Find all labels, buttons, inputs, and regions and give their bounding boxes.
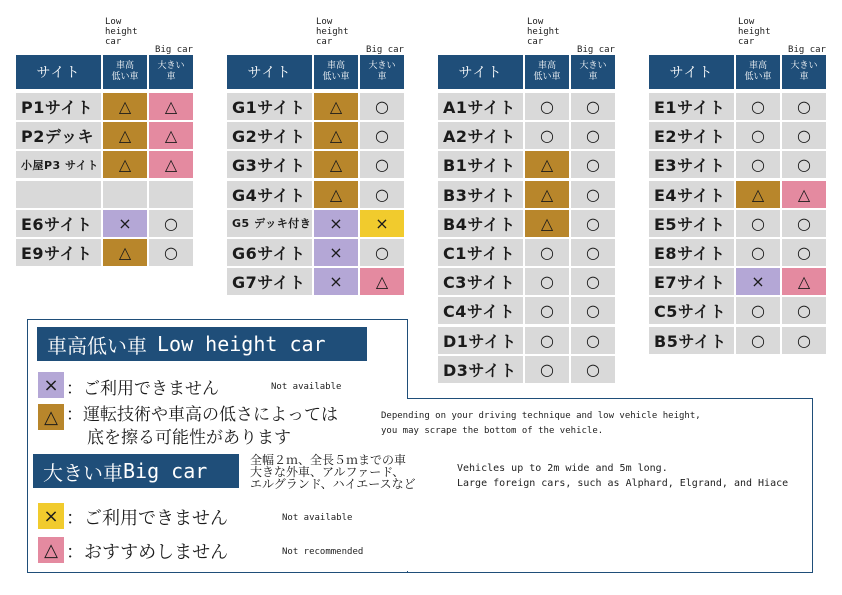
low-car-status: ○ (736, 93, 780, 120)
table-row (649, 122, 826, 149)
header-big-car (571, 55, 615, 89)
low-height-car-label-line: car (105, 37, 122, 47)
table-header-row (649, 55, 826, 89)
low-car-status: △ (525, 210, 569, 237)
low-car-status: △ (103, 239, 147, 266)
big-car-status: ○ (571, 122, 615, 149)
table-row (227, 93, 404, 120)
legend-low-tri-en1: Depending on your driving technique and low vehicle height, (381, 411, 701, 421)
table-row (649, 327, 826, 354)
table-row (438, 268, 615, 295)
table-header-row (227, 55, 404, 89)
site-name (16, 181, 101, 208)
table-row (227, 239, 404, 266)
site-name: B5サイト (649, 327, 734, 354)
big-car-status: ○ (782, 122, 826, 149)
site-name: P1サイト (16, 93, 101, 120)
header-low-car (314, 55, 358, 89)
big-car-desc-jp-1: 全幅２ｍ、全長５ｍまでの車 (250, 453, 407, 467)
site-name: G7サイト (227, 268, 312, 295)
big-car-status: ○ (149, 239, 193, 266)
site-name: C5サイト (649, 297, 734, 324)
site-name: G4サイト (227, 181, 312, 208)
low-car-status: ○ (736, 239, 780, 266)
low-height-car-label-line: height (316, 27, 349, 37)
site-name: E9サイト (16, 239, 101, 266)
legend-big-x-swatch: × (38, 503, 64, 529)
big-car-status: ○ (360, 93, 404, 120)
low-car-title-jp: 車高低い車 (47, 333, 147, 358)
site-name: 小屋P3 サイト (16, 151, 101, 178)
legend-big-x-text: ：ご利用できません (66, 508, 228, 529)
table-row (438, 297, 615, 324)
site-name: D1サイト (438, 327, 523, 354)
header-low-car-line: 車高 (537, 61, 556, 71)
low-height-car-label (527, 17, 573, 47)
big-car-status: △ (782, 268, 826, 295)
low-car-status: ○ (736, 210, 780, 237)
table-row (649, 239, 826, 266)
site-name: D3サイト (438, 356, 523, 383)
column-header-en (227, 17, 404, 55)
table-row (227, 268, 404, 295)
table-row (649, 297, 826, 324)
big-car-status: △ (360, 268, 404, 295)
header-site: サイト (16, 55, 101, 89)
big-car-status: ○ (149, 210, 193, 237)
header-site: サイト (649, 55, 734, 89)
header-big-car-line: 車 (377, 72, 387, 82)
low-car-status: △ (736, 181, 780, 208)
table-row (438, 239, 615, 266)
table-row (649, 268, 826, 295)
table-header-row (16, 55, 193, 89)
big-car-label: Big car (155, 45, 193, 55)
table-row (438, 122, 615, 149)
big-car-status: △ (782, 181, 826, 208)
big-car-status: ○ (571, 356, 615, 383)
header-low-car-line: 低い車 (533, 72, 561, 82)
header-site: サイト (438, 55, 523, 89)
big-car-status: ○ (360, 122, 404, 149)
low-height-car-label (316, 17, 362, 47)
low-height-car-label-line: Low (527, 17, 544, 27)
big-car-status: △ (149, 151, 193, 178)
site-name: E2サイト (649, 122, 734, 149)
legend-low-x-en: Not available (271, 382, 342, 392)
site-name: E1サイト (649, 93, 734, 120)
low-car-title-en: Low height car (157, 332, 326, 356)
big-car-status: ○ (571, 181, 615, 208)
low-car-status: ○ (525, 268, 569, 295)
low-car-status: △ (103, 151, 147, 178)
header-low-car-line: 車高 (115, 61, 134, 71)
header-big-car (149, 55, 193, 89)
low-height-car-label-line: Low (738, 17, 755, 27)
big-car-status: ○ (782, 93, 826, 120)
low-car-status: ○ (525, 327, 569, 354)
table-row (438, 151, 615, 178)
low-car-status: × (314, 239, 358, 266)
site-name: B4サイト (438, 210, 523, 237)
low-car-status: ○ (525, 93, 569, 120)
big-car-status: × (360, 210, 404, 237)
low-height-car-label-line: Low (105, 17, 122, 27)
low-car-status: △ (525, 151, 569, 178)
big-car-status: ○ (571, 210, 615, 237)
low-height-car-label (738, 17, 784, 47)
site-name: E7サイト (649, 268, 734, 295)
column-header-en (438, 17, 615, 55)
column-header-en (16, 17, 193, 55)
big-car-status: ○ (782, 297, 826, 324)
big-car-status: ○ (360, 181, 404, 208)
column-header-en (649, 17, 826, 55)
big-car-desc-en-1: Vehicles up to 2m wide and 5m long. (457, 463, 668, 474)
low-car-status: × (736, 268, 780, 295)
big-car-title-en: Big car (123, 459, 208, 483)
header-low-car-line: 低い車 (744, 72, 772, 82)
low-car-status: × (103, 210, 147, 237)
site-name: C1サイト (438, 239, 523, 266)
low-car-status: × (314, 268, 358, 295)
table-row (438, 93, 615, 120)
low-car-status: ○ (525, 356, 569, 383)
low-height-car-label-line: car (316, 37, 333, 47)
big-car-label: Big car (366, 45, 404, 55)
table-row (649, 93, 826, 120)
header-big-car-line: 車 (588, 72, 598, 82)
low-car-status: △ (314, 122, 358, 149)
header-low-car (525, 55, 569, 89)
header-low-car (103, 55, 147, 89)
big-car-label: Big car (788, 45, 826, 55)
low-height-car-label-line: Low (316, 17, 333, 27)
table-row (227, 210, 404, 237)
low-car-status: ○ (736, 327, 780, 354)
header-low-car-line: 車高 (748, 61, 767, 71)
header-low-car-line: 低い車 (111, 72, 139, 82)
big-car-status: ○ (571, 239, 615, 266)
table-row (649, 210, 826, 237)
big-car-status: ○ (571, 93, 615, 120)
header-low-car-line: 低い車 (322, 72, 350, 82)
low-car-status: △ (314, 181, 358, 208)
site-name: G1サイト (227, 93, 312, 120)
big-car-status (149, 181, 193, 208)
table-row (438, 210, 615, 237)
table-row (16, 210, 193, 237)
big-car-status: ○ (571, 151, 615, 178)
big-car-desc-jp-2: 大きな外車、アルファード、 (250, 465, 405, 479)
header-big-car (360, 55, 404, 89)
table-row (16, 181, 193, 208)
site-name: A2サイト (438, 122, 523, 149)
big-car-status: ○ (782, 327, 826, 354)
low-car-status: △ (525, 181, 569, 208)
site-name: E3サイト (649, 151, 734, 178)
big-car-label: Big car (577, 45, 615, 55)
site-name: C4サイト (438, 297, 523, 324)
big-car-desc-en-2: Large foreign cars, such as Alphard, Elgrand, and Hiace (457, 478, 789, 489)
low-car-status: △ (314, 93, 358, 120)
table-row (438, 356, 615, 383)
table-row (227, 151, 404, 178)
site-name: G3サイト (227, 151, 312, 178)
site-name: G5 デッキ付き (227, 210, 312, 237)
table-row (16, 151, 193, 178)
site-name: B3サイト (438, 181, 523, 208)
table-row (16, 239, 193, 266)
legend-low-tri-en2: you may scrape the bottom of the vehicle. (381, 426, 604, 436)
header-low-car-line: 車高 (326, 61, 345, 71)
big-car-status: ○ (360, 151, 404, 178)
table-row (16, 122, 193, 149)
table-row (438, 327, 615, 354)
table-row (227, 122, 404, 149)
low-car-status: ○ (525, 122, 569, 149)
header-low-car (736, 55, 780, 89)
big-car-title-jp: 大きい車 (43, 460, 123, 485)
big-car-desc-jp-3: エルグランド、ハイエースなど (250, 477, 416, 491)
low-car-status (103, 181, 147, 208)
low-height-car-label-line: height (527, 27, 560, 37)
low-car-status: ○ (525, 297, 569, 324)
site-name: E8サイト (649, 239, 734, 266)
low-car-status: △ (103, 93, 147, 120)
big-car-status: ○ (782, 210, 826, 237)
big-car-status: ○ (360, 239, 404, 266)
low-height-car-label-line: height (738, 27, 771, 37)
header-big-car-line: 大きい (579, 61, 607, 71)
site-name: G6サイト (227, 239, 312, 266)
big-car-status: ○ (782, 239, 826, 266)
low-car-title (37, 327, 367, 361)
header-big-car (782, 55, 826, 89)
low-car-status: ○ (736, 151, 780, 178)
table-row (649, 151, 826, 178)
table-row (227, 181, 404, 208)
site-name: E4サイト (649, 181, 734, 208)
legend-big-x-en: Not available (282, 513, 353, 523)
big-car-status: ○ (782, 151, 826, 178)
low-height-car-label-line: height (105, 27, 138, 37)
table-row (649, 181, 826, 208)
big-car-title (33, 454, 239, 488)
legend-low-x-swatch: × (38, 372, 64, 398)
site-name: A1サイト (438, 93, 523, 120)
big-car-status: ○ (571, 268, 615, 295)
table-row (16, 93, 193, 120)
legend-low-x-text: ：ご利用できません (66, 379, 219, 399)
legend-big-tri-text: ：おすすめしません (66, 542, 229, 563)
table-row (438, 181, 615, 208)
site-name: G2サイト (227, 122, 312, 149)
big-car-status: △ (149, 122, 193, 149)
low-car-status: △ (314, 151, 358, 178)
low-car-status: △ (103, 122, 147, 149)
site-name: E5サイト (649, 210, 734, 237)
legend-low-tri-text2: 底を擦る可能性があります (87, 428, 291, 448)
legend-big-tri-swatch: △ (38, 537, 64, 563)
header-big-car-line: 大きい (157, 61, 185, 71)
legend-low-tri-text1: ：運転技術や車高の低さによっては (66, 405, 338, 425)
header-site: サイト (227, 55, 312, 89)
header-big-car-line: 大きい (368, 61, 396, 71)
legend-low-tri-swatch: △ (38, 404, 64, 430)
site-name: E6サイト (16, 210, 101, 237)
low-car-status: × (314, 210, 358, 237)
low-height-car-label-line: car (738, 37, 755, 47)
table-header-row (438, 55, 615, 89)
big-car-status: ○ (571, 327, 615, 354)
site-name: C3サイト (438, 268, 523, 295)
low-height-car-label-line: car (527, 37, 544, 47)
header-big-car-line: 大きい (790, 61, 818, 71)
low-height-car-label (105, 17, 151, 47)
low-car-status: ○ (736, 122, 780, 149)
header-big-car-line: 車 (166, 72, 176, 82)
legend-big-tri-en: Not recommended (282, 547, 364, 557)
big-car-status: ○ (571, 297, 615, 324)
low-car-status: ○ (525, 239, 569, 266)
site-name: P2デッキ (16, 122, 101, 149)
site-name: B1サイト (438, 151, 523, 178)
big-car-status: △ (149, 93, 193, 120)
header-big-car-line: 車 (799, 72, 809, 82)
low-car-status: ○ (736, 297, 780, 324)
